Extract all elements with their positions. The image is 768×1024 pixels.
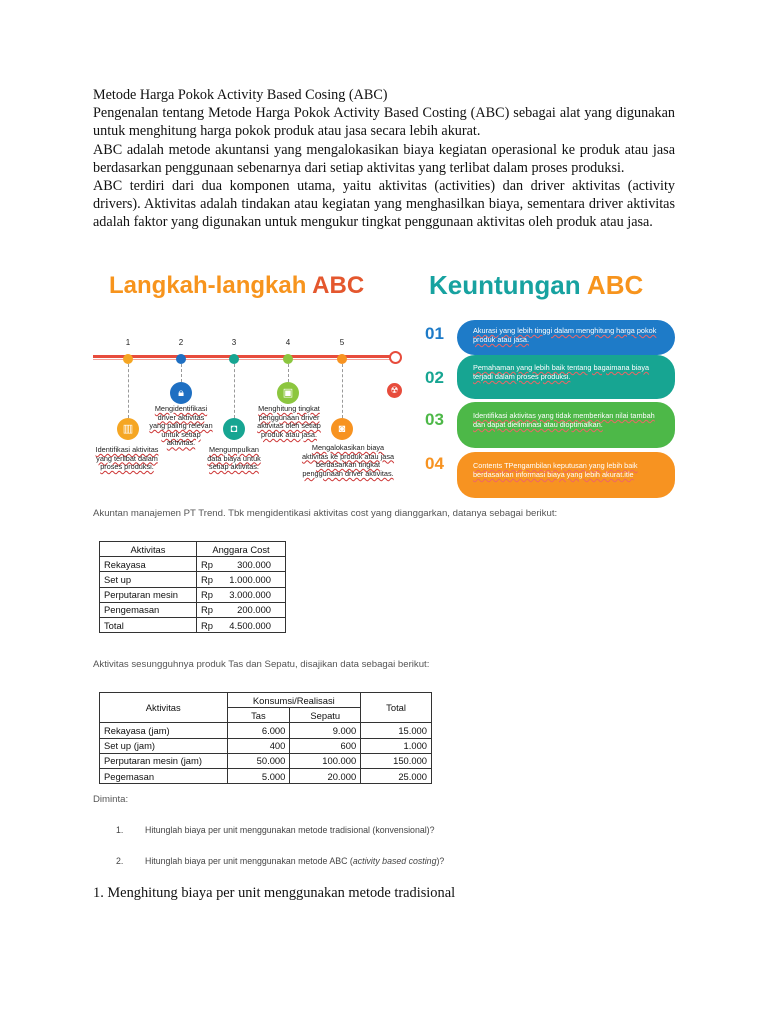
tas-cell: 6.000 (227, 723, 290, 738)
question-number: 1. (116, 825, 124, 835)
step-label: Mengalokasikan biaya aktivitas ke produk atau jasa berdasarkan tingkat penggunaan driver aktivitas. (301, 443, 395, 478)
table-row (100, 723, 432, 738)
timeline-line (93, 355, 398, 358)
amount-cell: 1.000.000 (217, 572, 286, 587)
step-label: Mengidentifikasi driver aktivitas yang paling relevan untuk setiap aktivitas. (149, 404, 213, 448)
step-label: Mengumpulkan data biaya untuk setiap aktivitas. (207, 445, 261, 472)
benefit-number: 04 (425, 454, 444, 473)
intro-text (93, 86, 675, 232)
table2-caption: Aktivitas sesungguhnya produk Tas dan Sepatu, disajikan data sebagai berikut: (93, 659, 430, 670)
document-title: Metode Harga Pokok Activity Based Cosing (ABC) (93, 87, 388, 103)
benefit-pill: Akurasi yang lebih tinggi dalam menghitung harga pokok produk atau jasa. (457, 320, 675, 355)
step-stem (128, 364, 129, 418)
total-label: Total (100, 617, 197, 632)
section-heading: 1. Menghitung biaya per unit menggunakan metode tradisional (93, 885, 456, 901)
step-number: 5 (339, 338, 345, 347)
tas-cell: 400 (227, 738, 290, 753)
benefit-number: 03 (425, 410, 444, 429)
step-stem (234, 364, 235, 418)
activity-cell: Perputaran mesin (100, 587, 197, 602)
paragraph-components: ABC terdiri dari dua komponen utama, yaitu aktivitas (activities) dan driver aktivitas (activity drivers). Aktivitas adalah tindakan atau kegiatan yang menghasilkan biaya, sementara driver aktivitas adalah faktor yang digunakan untuk mengukur tingkat penggunaan aktivitas oleh produk atau jasa. (93, 178, 675, 231)
amount-cell: 300.000 (217, 557, 286, 572)
step-label: Identifikasi aktivitas yang terlibat dalam proses produksi. (95, 445, 159, 472)
table-row (100, 572, 286, 587)
chart-icon: ▥ (117, 418, 139, 440)
hazard-icon: ☢ (387, 383, 402, 398)
question-text-end: )? (436, 856, 445, 866)
step-dot (123, 354, 133, 364)
camera-icon: ◘ (223, 418, 245, 440)
step-dot (176, 354, 186, 364)
column-group-header: Konsumsi/Realisasi (227, 693, 361, 708)
amount-cell: 3.000.000 (217, 587, 286, 602)
sepatu-cell: 9.000 (290, 723, 361, 738)
question-item (116, 825, 435, 835)
activity-cell: Rekayasa (jam) (100, 723, 228, 738)
timeline-end-marker (389, 351, 402, 364)
currency-cell: Rp (197, 572, 217, 587)
step-stem (181, 364, 182, 382)
step-dot (283, 354, 293, 364)
sepatu-cell: 600 (290, 738, 361, 753)
benefits-title-word: Keuntungan (429, 270, 581, 300)
amount-cell: 200.000 (217, 602, 286, 617)
timeline-line-shadow (93, 359, 398, 360)
activity-cell: Set up (jam) (100, 738, 228, 753)
steps-title-word: Langkah-langkah (109, 272, 307, 299)
activity-cell: Rekayasa (100, 557, 197, 572)
step-label: Menghitung tingkat penggunaan driver aktivitas oleh setiap produk atau jasa. (257, 404, 321, 439)
table-row (100, 587, 286, 602)
total-cell: 1.000 (361, 738, 432, 753)
step-dot (229, 354, 239, 364)
question-text: Hitunglah biaya per unit menggunakan metode tradisional (konvensional)? (145, 825, 435, 835)
tas-cell: 5.000 (227, 768, 290, 783)
realization-table (99, 692, 432, 784)
abc-infographic (93, 266, 683, 496)
paragraph-intro: Pengenalan tentang Metode Harga Pokok Activity Based Costing (ABC) sebagai alat yang digunakan untuk menghitung harga pokok produk atau jasa secara lebih akurat. (93, 105, 675, 140)
currency-cell: Rp (197, 557, 217, 572)
step-number: 1 (125, 338, 131, 347)
activity-cell: Perputaran mesin (jam) (100, 753, 228, 768)
table-row (100, 602, 286, 617)
table-row (100, 557, 286, 572)
total-amount: 4.500.000 (217, 617, 286, 632)
column-header: Anggara Cost (197, 542, 286, 557)
column-header: Aktivitas (100, 542, 197, 557)
currency-cell: Rp (197, 587, 217, 602)
bag-icon: ◙ (331, 418, 353, 440)
total-cell: 25.000 (361, 768, 432, 783)
activity-cell: Pengemasan (100, 602, 197, 617)
benefit-number: 02 (425, 368, 444, 387)
step-number: 2 (178, 338, 184, 347)
step-stem (342, 364, 343, 418)
question-number: 2. (116, 856, 124, 866)
step-number: 3 (231, 338, 237, 347)
question-emphasis: activity based costing (352, 856, 437, 866)
question-text: Hitunglah biaya per unit menggunakan metode ABC ( (145, 856, 353, 866)
currency-cell: Rp (197, 602, 217, 617)
sepatu-cell: 100.000 (290, 753, 361, 768)
benefit-pill: Identifikasi aktivitas yang tidak memberikan nilai tambah dan dapat dieliminasi atau dioptimalkan. (457, 402, 675, 448)
activity-cell: Set up (100, 572, 197, 587)
table-row (100, 738, 432, 753)
table1-caption: Akuntan manajemen PT Trend. Tbk mengidentikasi aktivitas cost yang dianggarkan, datanya sebagai berikut: (93, 508, 558, 519)
step-number: 4 (285, 338, 291, 347)
briefcase-icon: ▣ (277, 382, 299, 404)
table-total-row (100, 617, 286, 632)
table-header-row (100, 542, 286, 557)
step-stem (288, 364, 289, 382)
budget-table (99, 541, 286, 633)
benefit-pill: Contents TPengambilan keputusan yang lebih baik berdasarkan informasi biaya yang lebih akurat.itle (457, 452, 675, 498)
table-row (100, 753, 432, 768)
table-header-row (100, 693, 432, 708)
column-header: Aktivitas (100, 693, 228, 723)
column-header: Sepatu (290, 708, 361, 723)
benefit-number: 01 (425, 324, 444, 343)
sepatu-cell: 20.000 (290, 768, 361, 783)
question-item (116, 856, 444, 866)
steps-title-abc: ABC (312, 272, 365, 299)
step-dot (337, 354, 347, 364)
tas-cell: 50.000 (227, 753, 290, 768)
asked-label: Diminta: (93, 794, 129, 805)
steps-title (109, 272, 364, 300)
activity-cell: Pegemasan (100, 768, 228, 783)
total-cell: 15.000 (361, 723, 432, 738)
currency-cell: Rp (197, 617, 217, 632)
benefit-pill: Pemahaman yang lebih baik tentang bagaimana biaya terjadi dalam proses produksi. (457, 355, 675, 399)
table-row (100, 768, 432, 783)
lock-icon: 🔒︎ (170, 382, 192, 404)
total-cell: 150.000 (361, 753, 432, 768)
benefits-title-abc: ABC (586, 270, 644, 300)
column-header: Tas (227, 708, 290, 723)
benefits-title (429, 270, 643, 301)
paragraph-definition: ABC adalah metode akuntansi yang mengalokasikan biaya kegiatan operasional ke produk atau jasa berdasarkan penggunaan sebenarnya dari setiap aktivitas yang terlibat dalam proses produksi. (93, 141, 675, 176)
column-header: Total (361, 693, 432, 723)
